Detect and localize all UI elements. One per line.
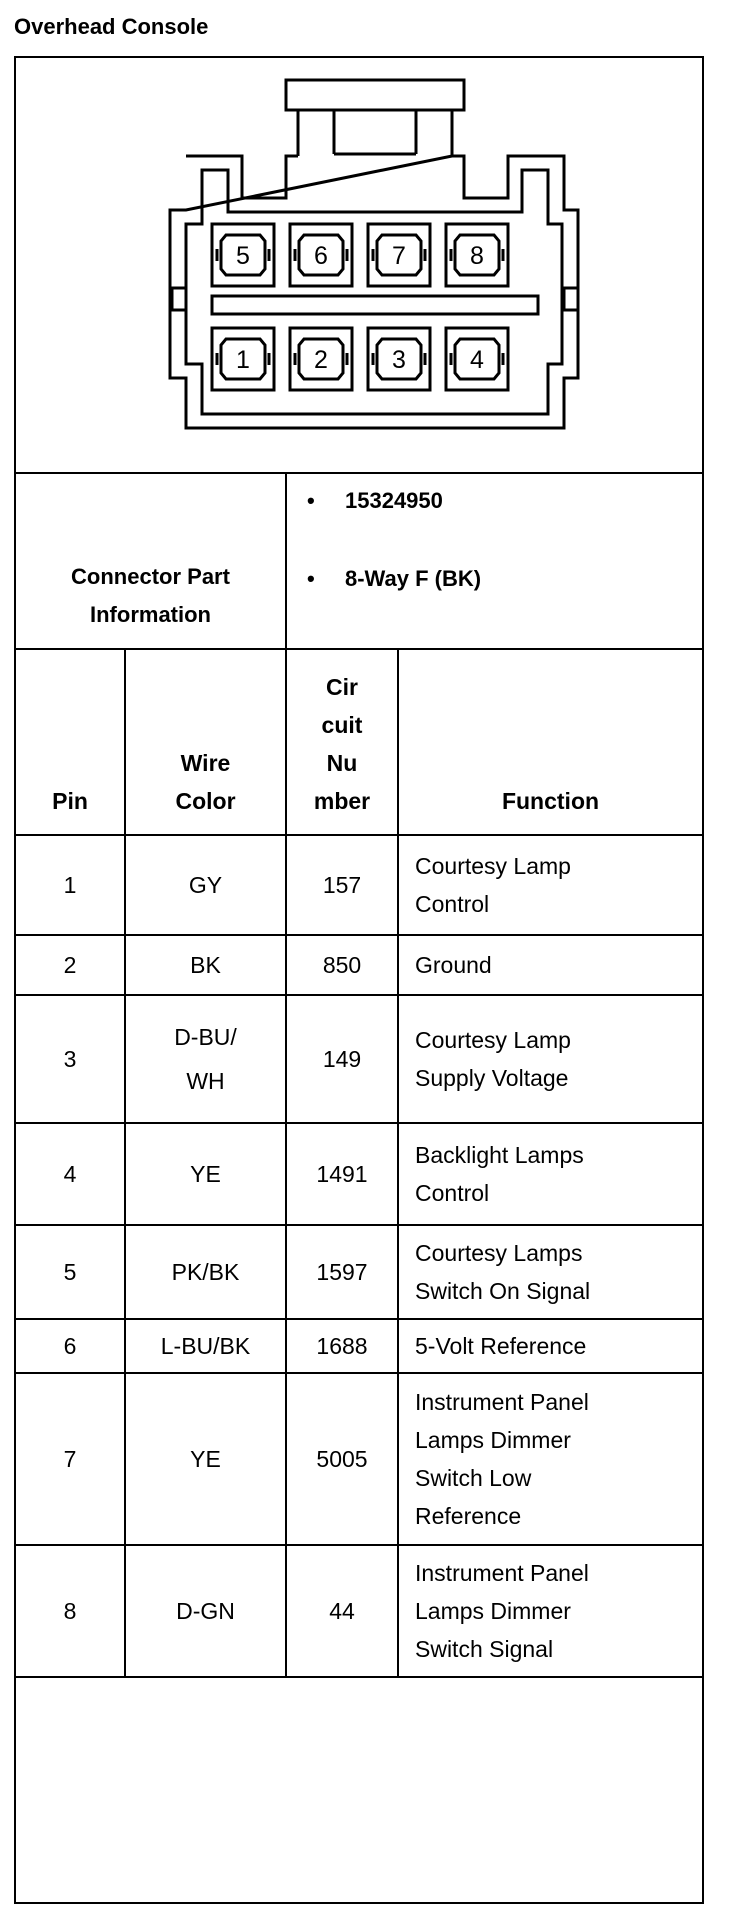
connector-part-info-label: Connector Part Information <box>16 472 287 648</box>
table-row <box>16 936 702 996</box>
cell-wire-color: YE <box>126 1124 287 1224</box>
pin-number-label: 2 <box>314 346 328 374</box>
cell-function: Courtesy Lamp Supply Voltage <box>415 1027 571 1091</box>
cell-function: Instrument Panel Lamps Dimmer Switch Signal <box>415 1560 589 1662</box>
cell-pin: 8 <box>16 1546 126 1676</box>
header-circuit-number: Cir cuit Nu mber <box>287 650 399 834</box>
cell-circuit-number: 149 <box>287 996 399 1122</box>
cell-pin: 4 <box>16 1124 126 1224</box>
cell-function: Ground <box>415 952 492 978</box>
page-title: Overhead Console <box>14 14 209 39</box>
pin-cavities <box>212 224 508 390</box>
connector-inner-shell <box>186 170 562 414</box>
pin-number-label: 6 <box>314 242 328 270</box>
connector-info-frame <box>14 56 704 1904</box>
pin-cavity-3 <box>368 328 430 390</box>
header-wire-color: Wire Color <box>126 650 287 834</box>
connector-face-drawing <box>16 58 702 472</box>
table-row <box>16 1374 702 1546</box>
pin-cavity-6 <box>290 224 352 286</box>
pin-number-label: 1 <box>236 346 250 374</box>
pin-number-label: 3 <box>392 346 406 374</box>
list-item <box>307 566 481 592</box>
cell-wire-color: D-BU/ WH <box>126 996 287 1122</box>
cell-circuit-number: 44 <box>287 1546 399 1676</box>
cell-circuit-number: 850 <box>287 936 399 994</box>
cell-wire-color: YE <box>126 1374 287 1544</box>
table-row <box>16 1124 702 1226</box>
part-number: 15324950 <box>345 488 443 513</box>
cell-function: Instrument Panel Lamps Dimmer Switch Low Reference <box>415 1389 589 1529</box>
cell-pin: 1 <box>16 836 126 934</box>
pin-number-label: 8 <box>470 242 484 270</box>
pin-cavity-7 <box>368 224 430 286</box>
table-row <box>16 1226 702 1320</box>
cell-wire-color: BK <box>126 936 287 994</box>
cell-wire-color: D-GN <box>126 1546 287 1676</box>
pin-number-label: 4 <box>470 346 484 374</box>
cell-circuit-number: 1597 <box>287 1226 399 1318</box>
table-row <box>16 1320 702 1374</box>
cell-circuit-number: 157 <box>287 836 399 934</box>
cell-function: Courtesy Lamp Control <box>415 853 571 917</box>
table-row <box>16 836 702 936</box>
pin-cavity-1 <box>212 328 274 390</box>
latch-cap <box>286 80 464 110</box>
pin-number-label: 5 <box>236 242 250 270</box>
cell-pin: 6 <box>16 1320 126 1372</box>
header-function: Function <box>501 788 600 814</box>
list-item <box>307 488 443 514</box>
pin-cavity-4 <box>446 328 508 390</box>
cell-function: 5-Volt Reference <box>415 1333 587 1359</box>
cell-wire-color: L-BU/BK <box>126 1320 287 1372</box>
pinout-table <box>16 650 702 1678</box>
latch-arms <box>298 110 452 156</box>
cell-pin: 5 <box>16 1226 126 1318</box>
cell-wire-color: PK/BK <box>126 1226 287 1318</box>
pin-cavity-8 <box>446 224 508 286</box>
cell-function: Backlight Lamps Control <box>415 1142 584 1206</box>
connector-diagram <box>16 58 702 474</box>
table-body <box>16 836 702 1678</box>
cell-circuit-number: 1491 <box>287 1124 399 1224</box>
header-pin: Pin <box>16 650 126 834</box>
cell-wire-color: GY <box>126 836 287 934</box>
connector-part-info-list <box>289 472 702 648</box>
connector-part-info <box>16 472 702 650</box>
connector-type: 8-Way F (BK) <box>345 566 482 591</box>
table-row <box>16 996 702 1124</box>
pin-number-label: 7 <box>392 242 406 270</box>
pin-cavity-2 <box>290 328 352 390</box>
table-row <box>16 1546 702 1678</box>
pin-cavity-5 <box>212 224 274 286</box>
bullet-icon: • <box>307 566 315 591</box>
cell-function: Courtesy Lamps Switch On Signal <box>415 1240 591 1304</box>
cell-pin: 3 <box>16 996 126 1122</box>
bullet-icon: • <box>307 488 315 513</box>
cell-pin: 2 <box>16 936 126 994</box>
cell-pin: 7 <box>16 1374 126 1544</box>
table-header-row <box>16 650 702 836</box>
connector-shell <box>170 156 578 428</box>
cell-circuit-number: 1688 <box>287 1320 399 1372</box>
cell-circuit-number: 5005 <box>287 1374 399 1544</box>
